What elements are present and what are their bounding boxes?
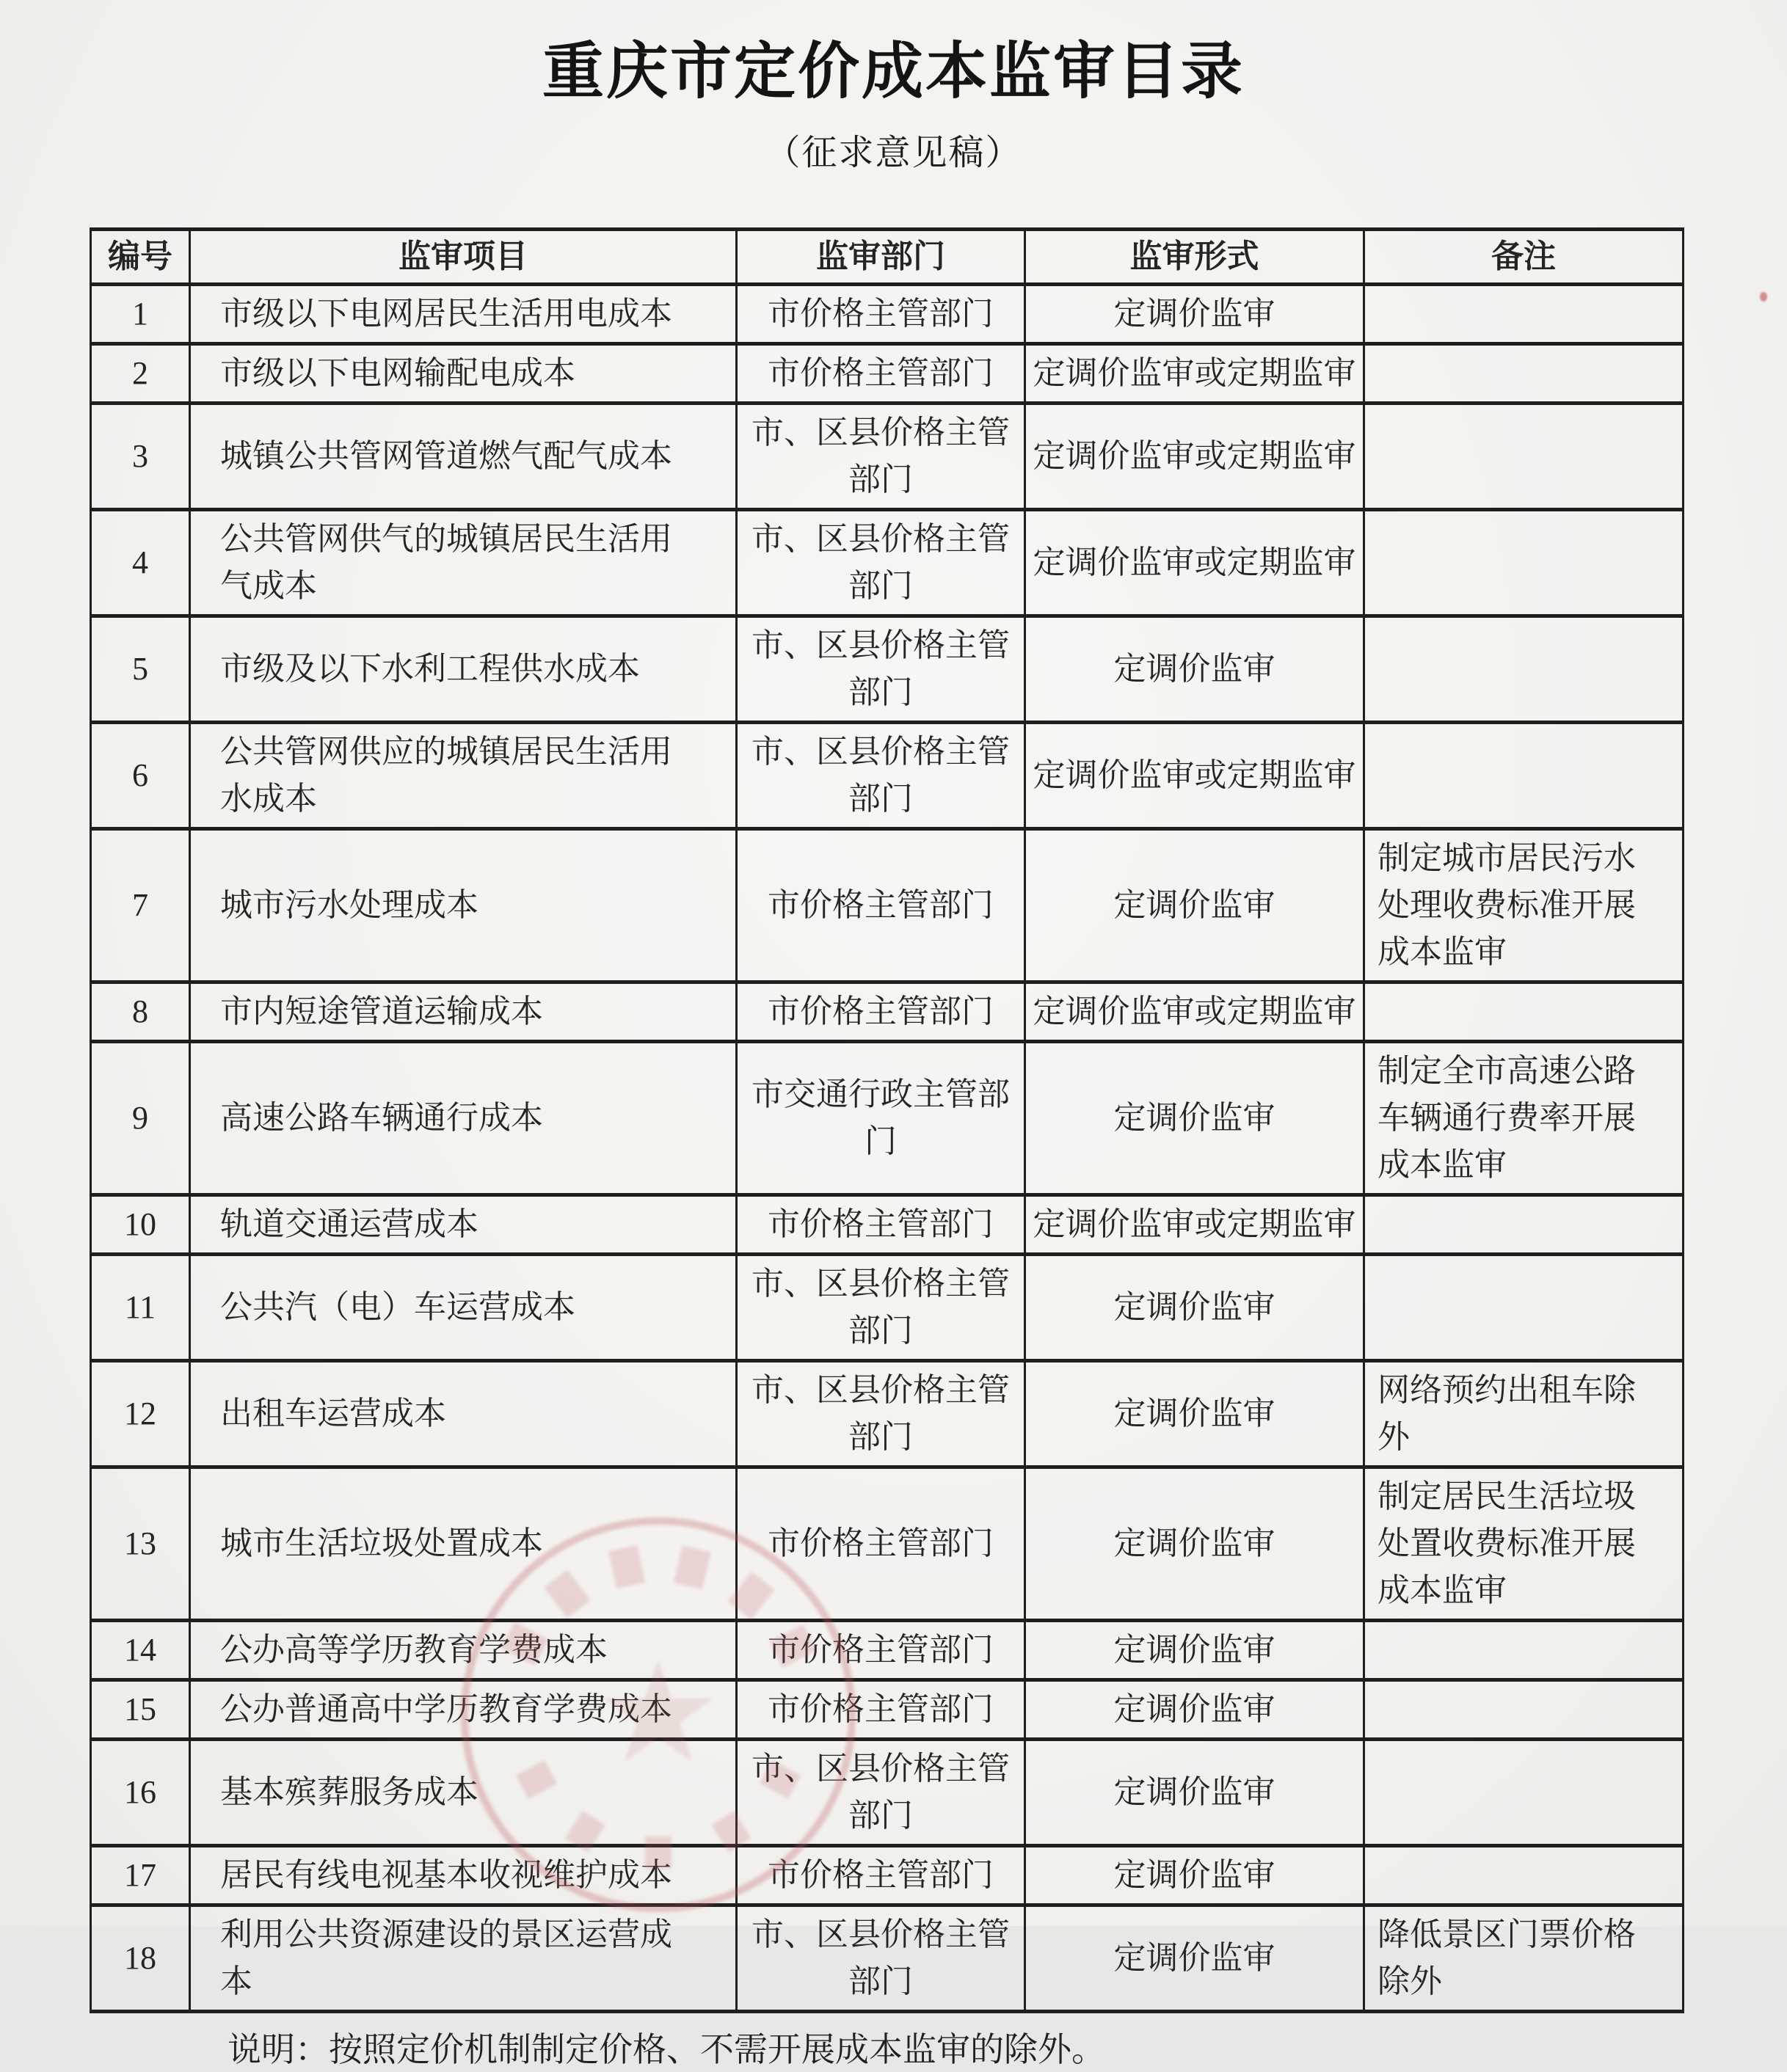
cell-remark	[1364, 1621, 1684, 1680]
cell-remark	[1364, 510, 1684, 616]
cell-department: 市、区县价格主管部门	[737, 723, 1025, 829]
cell-row-number: 2	[91, 344, 190, 404]
cell-department: 市价格主管部门	[737, 1846, 1025, 1905]
cell-remark	[1364, 285, 1684, 344]
cell-form: 定调价监审或定期监审	[1025, 1195, 1364, 1255]
cell-remark	[1364, 1255, 1684, 1361]
cell-form: 定调价监审	[1025, 1042, 1364, 1195]
cell-row-number: 16	[91, 1740, 190, 1846]
cell-remark	[1364, 1195, 1684, 1255]
cell-department: 市价格主管部门	[737, 829, 1025, 982]
cell-remark	[1364, 616, 1684, 723]
table-body	[91, 285, 1684, 2012]
cell-row-number: 18	[91, 1905, 190, 2012]
cell-remark: 制定全市高速公路车辆通行费率开展成本监审	[1364, 1042, 1684, 1195]
cell-row-number: 13	[91, 1467, 190, 1621]
cell-row-number: 7	[91, 829, 190, 982]
cell-form: 定调价监审	[1025, 285, 1364, 344]
table-row	[91, 723, 1684, 829]
table-row	[91, 344, 1684, 404]
cell-project: 利用公共资源建设的景区运营成本	[190, 1905, 737, 2012]
cell-row-number: 3	[91, 404, 190, 510]
cell-row-number: 14	[91, 1621, 190, 1680]
cell-project: 城市污水处理成本	[190, 829, 737, 982]
cell-project: 公办普通高中学历教育学费成本	[190, 1680, 737, 1740]
cost-supervision-table	[90, 227, 1684, 2013]
cell-remark	[1364, 1740, 1684, 1846]
cell-project: 市级以下电网输配电成本	[190, 344, 737, 404]
cell-remark	[1364, 344, 1684, 404]
cell-form: 定调价监审或定期监审	[1025, 510, 1364, 616]
cell-project: 市级及以下水利工程供水成本	[190, 616, 737, 723]
cell-form: 定调价监审或定期监审	[1025, 723, 1364, 829]
explanatory-note: 说明：按照定价机制制定价格、不需开展成本监审的除外。	[228, 2031, 1105, 2068]
cell-form: 定调价监审或定期监审	[1025, 344, 1364, 404]
cell-row-number: 8	[91, 982, 190, 1042]
cell-project: 居民有线电视基本收视维护成本	[190, 1846, 737, 1905]
page-subtitle: （征求意见稿）	[765, 134, 1022, 172]
cell-row-number: 17	[91, 1846, 190, 1905]
cell-project: 市内短途管道运输成本	[190, 982, 737, 1042]
table-row	[91, 616, 1684, 723]
table-row	[91, 1846, 1684, 1905]
table-row	[91, 285, 1684, 344]
cell-row-number: 11	[91, 1255, 190, 1361]
cell-form: 定调价监审	[1025, 1361, 1364, 1467]
table-row	[91, 1621, 1684, 1680]
cell-department: 市、区县价格主管部门	[737, 1255, 1025, 1361]
column-header-department: 监审部门	[737, 230, 1025, 285]
table-header-row	[91, 230, 1684, 285]
table-row	[91, 1680, 1684, 1740]
column-header-remark: 备注	[1364, 230, 1684, 285]
table-row	[91, 510, 1684, 616]
cell-project: 基本殡葬服务成本	[190, 1740, 737, 1846]
cell-department: 市价格主管部门	[737, 344, 1025, 404]
cell-row-number: 9	[91, 1042, 190, 1195]
cell-remark	[1364, 404, 1684, 510]
cell-project: 公办高等学历教育学费成本	[190, 1621, 737, 1680]
cell-form: 定调价监审	[1025, 1740, 1364, 1846]
cell-form: 定调价监审	[1025, 616, 1364, 723]
table-row	[91, 1255, 1684, 1361]
cell-remark	[1364, 982, 1684, 1042]
cell-remark: 网络预约出租车除外	[1364, 1361, 1684, 1467]
cell-remark	[1364, 1680, 1684, 1740]
cell-remark: 降低景区门票价格除外	[1364, 1905, 1684, 2012]
cell-project: 出租车运营成本	[190, 1361, 737, 1467]
cell-form: 定调价监审	[1025, 829, 1364, 982]
cell-project: 城市生活垃圾处置成本	[190, 1467, 737, 1621]
cell-form: 定调价监审或定期监审	[1025, 982, 1364, 1042]
cell-row-number: 5	[91, 616, 190, 723]
column-header-number: 编号	[91, 230, 190, 285]
cell-project: 市级以下电网居民生活用电成本	[190, 285, 737, 344]
cell-project: 公共管网供气的城镇居民生活用气成本	[190, 510, 737, 616]
cell-project: 公共管网供应的城镇居民生活用水成本	[190, 723, 737, 829]
cell-form: 定调价监审	[1025, 1255, 1364, 1361]
table-row	[91, 829, 1684, 982]
table-row	[91, 1740, 1684, 1846]
cell-form: 定调价监审或定期监审	[1025, 404, 1364, 510]
cell-department: 市、区县价格主管部门	[737, 616, 1025, 723]
cell-department: 市、区县价格主管部门	[737, 1361, 1025, 1467]
table-row	[91, 1042, 1684, 1195]
column-header-project: 监审项目	[190, 230, 737, 285]
cell-remark	[1364, 723, 1684, 829]
table-row	[91, 1467, 1684, 1621]
table-row	[91, 1195, 1684, 1255]
table-row	[91, 1905, 1684, 2012]
table-row	[91, 404, 1684, 510]
cell-remark: 制定城市居民污水处理收费标准开展成本监审	[1364, 829, 1684, 982]
cell-remark: 制定居民生活垃圾处置收费标准开展成本监审	[1364, 1467, 1684, 1621]
cell-form: 定调价监审	[1025, 1680, 1364, 1740]
cell-department: 市价格主管部门	[737, 285, 1025, 344]
cell-row-number: 1	[91, 285, 190, 344]
column-header-form: 监审形式	[1025, 230, 1364, 285]
cell-department: 市价格主管部门	[737, 982, 1025, 1042]
cell-project: 高速公路车辆通行成本	[190, 1042, 737, 1195]
cell-row-number: 15	[91, 1680, 190, 1740]
table-row	[91, 1361, 1684, 1467]
cell-remark	[1364, 1846, 1684, 1905]
cell-department: 市价格主管部门	[737, 1467, 1025, 1621]
red-ink-artifact	[1760, 292, 1767, 302]
cell-department: 市价格主管部门	[737, 1195, 1025, 1255]
cell-department: 市交通行政主管部门	[737, 1042, 1025, 1195]
cell-department: 市、区县价格主管部门	[737, 510, 1025, 616]
cell-form: 定调价监审	[1025, 1905, 1364, 2012]
cell-form: 定调价监审	[1025, 1846, 1364, 1905]
cell-department: 市价格主管部门	[737, 1621, 1025, 1680]
cell-row-number: 12	[91, 1361, 190, 1467]
table-row	[91, 982, 1684, 1042]
cell-project: 轨道交通运营成本	[190, 1195, 737, 1255]
cell-row-number: 4	[91, 510, 190, 616]
cell-project: 城镇公共管网管道燃气配气成本	[190, 404, 737, 510]
cell-form: 定调价监审	[1025, 1621, 1364, 1680]
cell-department: 市、区县价格主管部门	[737, 404, 1025, 510]
cell-row-number: 10	[91, 1195, 190, 1255]
cell-department: 市价格主管部门	[737, 1680, 1025, 1740]
cell-row-number: 6	[91, 723, 190, 829]
page-title: 重庆市定价成本监审目录	[542, 38, 1245, 106]
cell-department: 市、区县价格主管部门	[737, 1740, 1025, 1846]
cell-project: 公共汽（电）车运营成本	[190, 1255, 737, 1361]
cell-department: 市、区县价格主管部门	[737, 1905, 1025, 2012]
cell-form: 定调价监审	[1025, 1467, 1364, 1621]
